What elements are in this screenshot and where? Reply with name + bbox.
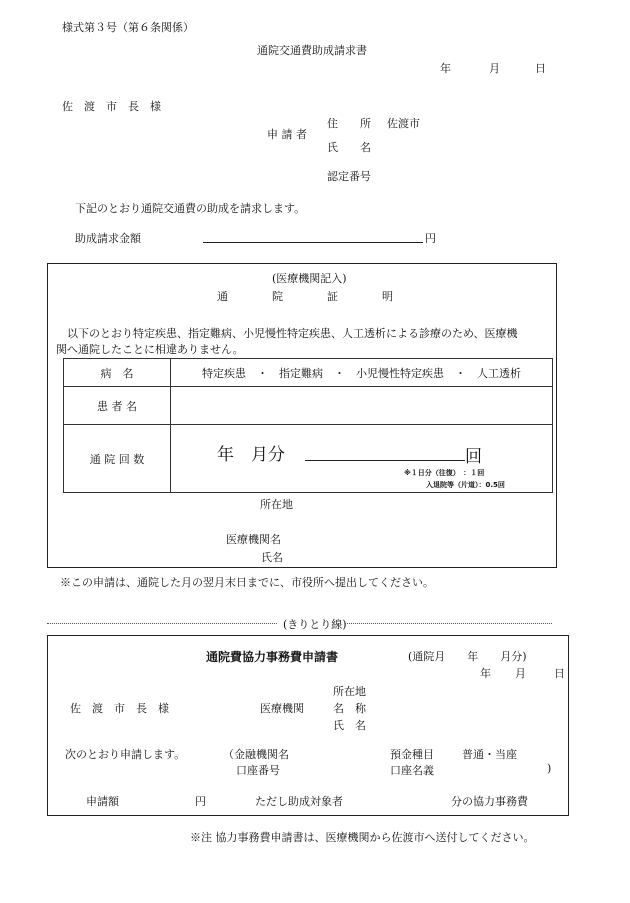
cut-line-right [345,623,552,624]
facility-location-label: 所在地 [260,498,293,511]
fee-proviso-suffix: 分の協力事務費 [451,795,528,808]
fee-date-month: 月 [515,667,526,680]
cut-line-left [47,623,277,624]
form-number: 様式第３号（第６条関係） [62,21,194,34]
cut-line-label: (きりとり線) [283,618,347,631]
account-number-label: 口座番号 [236,764,280,777]
visits-underline [305,460,465,461]
medical-header: (医療機関記入) [272,272,347,285]
facility-person-label: 氏名 [261,551,283,564]
fee-date-day: 日 [554,667,565,680]
address-value: 佐渡市 [387,117,420,130]
patient-label: 患 者 名 [64,387,171,425]
date-month: 月 [489,62,500,75]
fee-amount-unit: 円 [195,795,206,808]
fee-name-label: 名 称 [333,702,366,715]
fee-amount-label: 申請額 [86,795,119,808]
medical-statement-line2: 関へ通院したことに相違ありません。 [56,343,244,356]
disease-options: 特定疾患 ・ 指定難病 ・ 小児慢性特定疾患 ・ 人工透析 [171,359,553,387]
cert-number-label: 認定番号 [327,170,371,183]
name-label: 氏 名 [327,141,371,154]
date-year: 年 [440,62,451,75]
addressee: 佐 渡 市 長 様 [62,100,161,113]
request-text: 下記のとおり通院交通費の助成を請求します。 [75,202,306,215]
patient-name-field [171,387,553,425]
fee-proviso: ただし助成対象者 [255,795,343,808]
fee-person-label: 氏 名 [333,719,366,732]
account-name-label: 口座名義 [390,764,434,777]
fee-request-text: 次のとおり申請します。 [65,748,186,761]
applicant-label: 申 請 者 [267,128,307,141]
fee-location-label: 所在地 [333,685,366,698]
form-title: 通院交通費助成請求書 [257,44,367,57]
amount-label: 助成請求金額 [75,232,141,245]
amount-underline [203,242,423,243]
bank-name-label: （金融機関名 [223,748,289,761]
fee-institution-label: 医療機関 [260,702,304,715]
facility-name-label: 医療機関名 [226,533,281,546]
fee-addressee: 佐 渡 市 長 様 [70,702,169,715]
visits-note-1: ※１日分（往復） ：１回 [404,469,485,477]
visits-note-2: 入退院等（片道）：0.5回 [426,481,505,489]
address-label: 住 所 [327,117,371,130]
visits-label: 通 院 回 数 [64,425,171,493]
footer-note: ※注 協力事務費申請書は、医療機関から佐渡市へ送付してください。 [190,831,535,844]
fee-title: 通院費協力事務費申請書 [206,650,339,664]
close-paren: ) [547,762,552,775]
disease-label: 病 名 [64,359,171,387]
fee-visit-month: (通院月 年 月分) [408,650,527,663]
medical-statement-line1: 以下のとおり特定疾患、指定難病、小児慢性特定疾患、人工透析による診療のため、医療機 [56,327,518,340]
medical-title: 通 院 証 明 [217,290,393,303]
deposit-type-label: 預金種目 [390,748,434,761]
fee-date-year: 年 [480,667,491,680]
deposit-type-value: 普通・当座 [462,748,517,761]
visits-unit: 回 [465,447,482,467]
submission-note: ※この申請は、通院した月の翌月末日までに、市役所へ提出してください。 [60,576,434,589]
date-day: 日 [535,62,546,75]
amount-unit: 円 [425,232,436,245]
visits-period: 年 月分 [217,445,285,465]
